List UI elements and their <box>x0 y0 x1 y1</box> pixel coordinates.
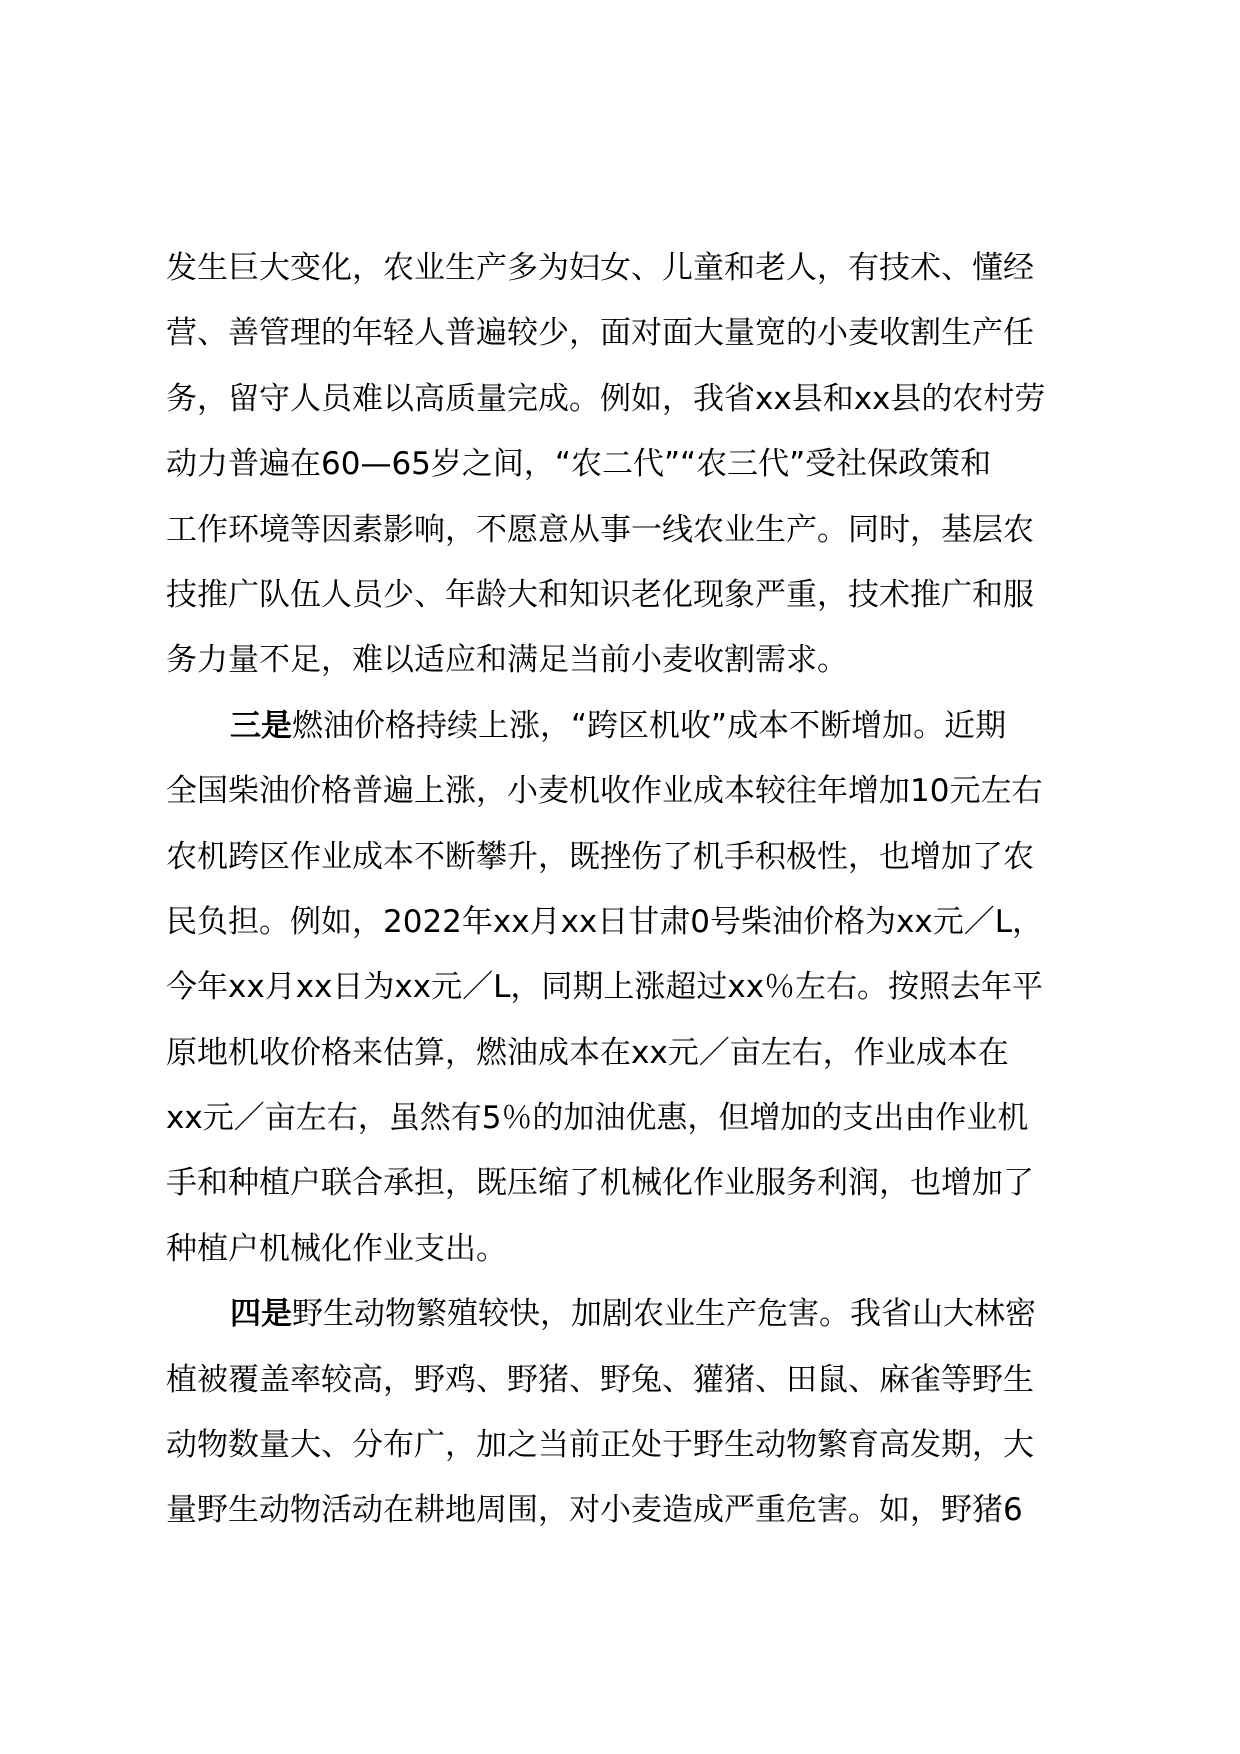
text-line: 务力量不足，难以适应和满足当前小麦收割需求。 <box>166 642 848 679</box>
text-line: 技推广队伍人员少、年龄大和知识老化现象严重，技术推广和服 <box>166 576 1034 613</box>
text-line: 农机跨区作业成本不断攀升，既挫伤了机手积极性，也增加了农 <box>166 838 1034 875</box>
text-line: 原地机收价格来估算，燃油成本在xx元／亩左右，作业成本在 <box>166 1034 1009 1071</box>
text-line: 民负担。例如，2022年xx月xx日甘肃0号柴油价格为xx元／L， <box>166 903 1043 940</box>
text-line: 发生巨大变化，农业生产多为妇女、儿童和老人，有技术、懂经 <box>166 250 1034 286</box>
text-line-body: 燃油价格持续上涨，“跨区机收”成本不断增加。近期 <box>292 707 1007 744</box>
text-line: 手和种植户联合承担，既压缩了机械化作业服务利润，也增加了 <box>166 1165 1034 1202</box>
paragraph-lead: 四是 <box>230 1296 292 1333</box>
text-line: 全国柴油价格普遍上涨，小麦机收作业成本较往年增加10元左右 <box>166 773 1043 810</box>
text-line: 植被覆盖率较高，野鸡、野猪、野兔、獾猪、田鼠、麻雀等野生 <box>166 1361 1034 1398</box>
text-line: 工作环境等因素影响，不愿意从事一线农业生产。同时，基层农 <box>166 511 1034 548</box>
document-body <box>166 236 1106 1544</box>
text-line: xx元／亩左右，虽然有5％的加油优惠，但增加的支出由作业机 <box>166 1100 1029 1137</box>
text-line: 种植户机械化作业支出。 <box>166 1230 507 1267</box>
text-line: 今年xx月xx日为xx元／L，同期上涨超过xx％左右。按照去年平 <box>166 969 1044 1006</box>
paragraph-3 <box>166 1282 1106 1544</box>
text-line: 动物数量大、分布广，加之当前正处于野生动物繁育高发期，大 <box>166 1427 1034 1464</box>
paragraph-2 <box>166 694 1106 1283</box>
text-line <box>166 1282 1106 1347</box>
text-line-body: 野生动物繁殖较快，加剧农业生产危害。我省山大林密 <box>292 1296 1036 1333</box>
text-line: 动力普遍在60—65岁之间，“农二代”“农三代”受社保政策和 <box>166 446 992 483</box>
paragraph-lead: 三是 <box>230 707 292 744</box>
text-line: 务，留守人员难以高质量完成。例如，我省xx县和xx县的农村劳 <box>166 380 1046 417</box>
text-line <box>166 694 1106 759</box>
text-line: 量野生动物活动在耕地周围，对小麦造成严重危害。如，野猪6 <box>166 1492 1023 1529</box>
text-line: 营、善管理的年轻人普遍较少，面对面大量宽的小麦收割生产任 <box>166 315 1034 352</box>
paragraph-1 <box>166 236 1106 694</box>
